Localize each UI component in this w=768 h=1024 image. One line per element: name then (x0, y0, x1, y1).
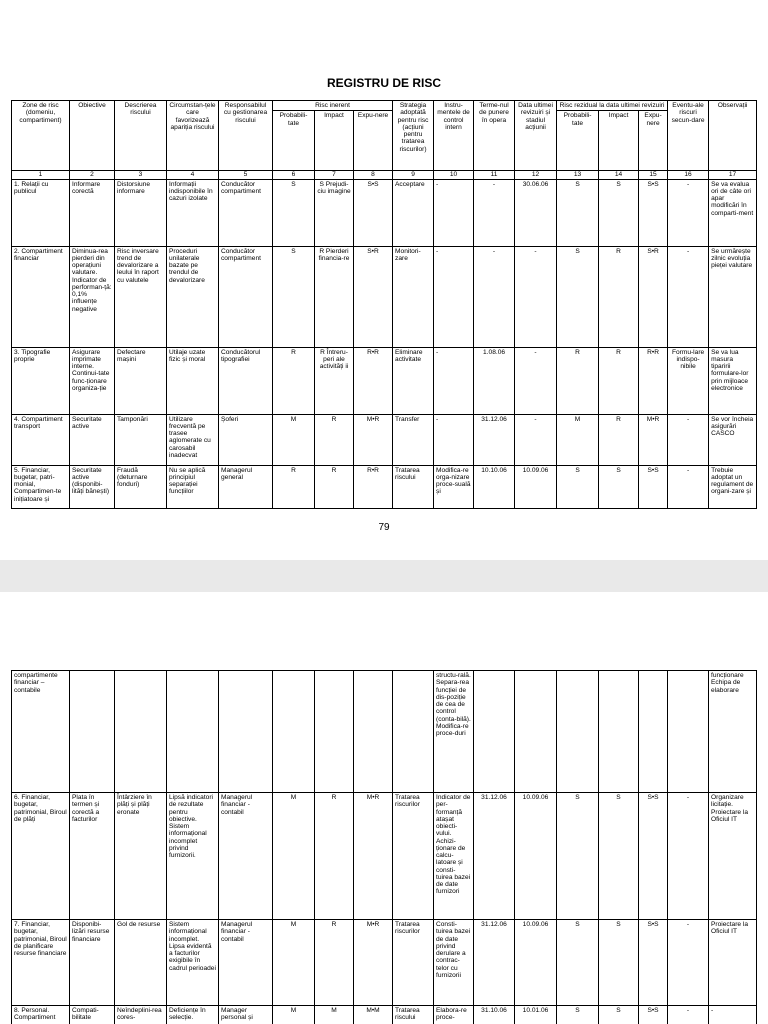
cell-responsible: Managerul financiar - contabil (219, 793, 273, 920)
cell-control-tools: - (434, 179, 474, 246)
cell-observations: funcționare Echipa de elaborare (709, 671, 757, 793)
cell-objectives: Asigurare imprimate interne. Continui-tate func-ționare organiza-ție (70, 347, 115, 414)
cell-objectives: Securitate active (disponibi-lități bănești) (70, 465, 115, 508)
cell-secondary-risks: - (668, 179, 709, 246)
cell-deadline: 1.08.06 (474, 347, 515, 414)
cell-residual-exposure: S•S (639, 465, 668, 508)
cell-circumstances: Deficiențe în selecție. (167, 1006, 219, 1024)
column-number-10: 10 (434, 171, 474, 179)
cell-responsible (219, 671, 273, 793)
cell-residual-probability: R (557, 347, 599, 414)
cell-residual-probability: S (557, 246, 599, 347)
header-strategy: Strategia adoptată pentru risc (acțiuni pentru tratarea riscurilor) (393, 101, 434, 171)
column-number-2: 2 (70, 171, 115, 179)
column-number-3: 3 (115, 171, 167, 179)
cell-inherent-probability: S (273, 179, 315, 246)
column-number-5: 5 (219, 171, 273, 179)
cell-residual-impact: S (599, 179, 639, 246)
cell-description: Distorsiune informare (115, 179, 167, 246)
cell-circumstances: Utilaje uzate fizic și moral (167, 347, 219, 414)
table-row (12, 793, 757, 920)
risk-register-table-continued (11, 670, 757, 1024)
column-number-16: 16 (668, 171, 709, 179)
cell-inherent-exposure: M•R (354, 920, 393, 1006)
cell-observations: Se va evalua ori de câte ori apar modificări în comparti-ment (709, 179, 757, 246)
cell-secondary-risks: Formu-lare indispo-nibile (668, 347, 709, 414)
cell-deadline: 31.10.06 (474, 1006, 515, 1024)
header-inherent-impact: Impact (315, 111, 354, 171)
cell-circumstances (167, 671, 219, 793)
column-number-12: 12 (515, 171, 557, 179)
cell-residual-impact: S (599, 465, 639, 508)
header-last-review: Data ultimei revizuiri și stadiul acțiunii (515, 101, 557, 171)
cell-last-review: 10.09.06 (515, 465, 557, 508)
cell-deadline (474, 671, 515, 793)
cell-inherent-impact: R Întreru-peri ale activități ii (315, 347, 354, 414)
column-number-6: 6 (273, 171, 315, 179)
cell-inherent-impact: R Pierderi financia-re (315, 246, 354, 347)
cell-secondary-risks: - (668, 793, 709, 920)
table-row (12, 414, 757, 465)
cell-inherent-probability: R (273, 465, 315, 508)
cell-description (115, 671, 167, 793)
cell-residual-exposure: S•S (639, 179, 668, 246)
cell-residual-probability: S (557, 465, 599, 508)
cell-observations: - (709, 1006, 757, 1024)
cell-observations: Trebuie adoptat un regulament de organi-zare și (709, 465, 757, 508)
cell-last-review: - (515, 246, 557, 347)
table-row (12, 246, 757, 347)
cell-zone: 3. Tipografie proprie (12, 347, 70, 414)
cell-control-tools: Elabora-re proce- (434, 1006, 474, 1024)
column-number-13: 13 (557, 171, 599, 179)
table-row (12, 671, 757, 793)
cell-inherent-impact: R (315, 920, 354, 1006)
header-residual-exposure: Expu-nere (639, 111, 668, 171)
cell-circumstances: Nu se aplică principiul separației funcțiilor (167, 465, 219, 508)
cell-objectives: Disponibi-lizări resurse financiare (70, 920, 115, 1006)
cell-residual-probability: M (557, 414, 599, 465)
cell-inherent-exposure: M•R (354, 414, 393, 465)
table-row (12, 347, 757, 414)
cell-responsible: Managerul financiar - contabil (219, 920, 273, 1006)
cell-description: Tamponări (115, 414, 167, 465)
cell-residual-impact: R (599, 347, 639, 414)
table-row (12, 465, 757, 508)
cell-residual-exposure: M•R (639, 414, 668, 465)
cell-strategy: Tratarea riscului (393, 465, 434, 508)
page-title: REGISTRU DE RISC (326, 76, 441, 90)
column-number-14: 14 (599, 171, 639, 179)
header-secondary-risks: Eventu-ale riscuri secun-dare (668, 101, 709, 171)
cell-deadline: 31.12.06 (474, 793, 515, 920)
cell-control-tools: - (434, 414, 474, 465)
cell-zone: 2. Compartiment financiar (12, 246, 70, 347)
header-circumstances: Circumstan-țele care favorizează apariția riscului (167, 101, 219, 171)
column-number-8: 8 (354, 171, 393, 179)
header-inherent-probability: Probabili-tate (273, 111, 315, 171)
cell-zone: 7. Financiar, bugetar, patrimonial, Biroul de planificare resurse financiare (12, 920, 70, 1006)
cell-observations: Proiectare la Oficiul IT (709, 920, 757, 1006)
table-row (12, 1006, 757, 1024)
cell-inherent-impact: R (315, 414, 354, 465)
column-number-17: 17 (709, 171, 757, 179)
header-control-tools: Instru-mentele de control intern (434, 101, 474, 171)
cell-responsible: Manager personal și (219, 1006, 273, 1024)
cell-residual-exposure: S•S (639, 920, 668, 1006)
cell-residual-impact: S (599, 1006, 639, 1024)
cell-inherent-exposure (354, 671, 393, 793)
cell-inherent-probability (273, 671, 315, 793)
cell-residual-exposure: S•R (639, 246, 668, 347)
cell-last-review: - (515, 414, 557, 465)
column-number-7: 7 (315, 171, 354, 179)
header-residual-probability: Probabili-tate (557, 111, 599, 171)
column-number-4: 4 (167, 171, 219, 179)
cell-inherent-impact: M (315, 1006, 354, 1024)
cell-residual-exposure: S•S (639, 793, 668, 920)
cell-secondary-risks: - (668, 414, 709, 465)
cell-objectives: Plata în termen și corectă a facturilor (70, 793, 115, 920)
cell-last-review: 10.09.06 (515, 920, 557, 1006)
header-inherent-exposure: Expu-nere (354, 111, 393, 171)
cell-description: Fraudă (deturnare fonduri) (115, 465, 167, 508)
cell-inherent-exposure: M•R (354, 793, 393, 920)
cell-deadline: - (474, 246, 515, 347)
cell-residual-impact (599, 671, 639, 793)
cell-observations: Se va lua masura tiparirii formulare-lor prin mijloace electronice (709, 347, 757, 414)
header-residual-risk: Risc rezidual la data ultimei revizuiri (557, 101, 668, 111)
cell-inherent-exposure: S•S (354, 179, 393, 246)
cell-residual-impact: R (599, 246, 639, 347)
column-number-11: 11 (474, 171, 515, 179)
header-observations: Observații (709, 101, 757, 171)
cell-residual-probability: S (557, 1006, 599, 1024)
cell-objectives: Diminua-rea pierderi din operațiuni valutare. Indicator de performan-ță: 0,1% influențe negative (70, 246, 115, 347)
cell-residual-probability (557, 671, 599, 793)
cell-inherent-probability: M (273, 1006, 315, 1024)
cell-secondary-risks (668, 671, 709, 793)
page-number: 79 (378, 522, 390, 533)
cell-inherent-exposure: R•R (354, 347, 393, 414)
cell-inherent-probability: M (273, 793, 315, 920)
cell-circumstances: Utilizare frecventă pe trasee aglomerate cu carosabil inadecvat (167, 414, 219, 465)
cell-residual-probability: S (557, 179, 599, 246)
column-number-1: 1 (12, 171, 70, 179)
cell-strategy: Acceptare (393, 179, 434, 246)
cell-secondary-risks: - (668, 920, 709, 1006)
cell-zone: compartimente financiar – contabile (12, 671, 70, 793)
cell-control-tools: - (434, 246, 474, 347)
cell-description: Neîndeplini-rea cores- (115, 1006, 167, 1024)
cell-strategy: Transfer (393, 414, 434, 465)
header-risk-description: Descrierea riscului (115, 101, 167, 171)
cell-deadline: 31.12.06 (474, 920, 515, 1006)
cell-responsible: Conducătorul tipografiei (219, 347, 273, 414)
cell-strategy: Monitori-zare (393, 246, 434, 347)
cell-secondary-risks: - (668, 1006, 709, 1024)
cell-residual-exposure (639, 671, 668, 793)
column-number-15: 15 (639, 171, 668, 179)
cell-control-tools: Modifica-re orga-nizare proce-suală și (434, 465, 474, 508)
cell-circumstances: Proceduri unilaterale bazate pe trendul de devalorizare (167, 246, 219, 347)
cell-strategy: Tratarea riscului (393, 1006, 434, 1024)
cell-secondary-risks: - (668, 246, 709, 347)
cell-residual-probability: S (557, 793, 599, 920)
cell-inherent-exposure: M•M (354, 1006, 393, 1024)
cell-residual-impact: S (599, 793, 639, 920)
cell-responsible: Conducător compartiment (219, 246, 273, 347)
cell-description: Risc inversare trend de devalorizare a leului în raport cu valutele (115, 246, 167, 347)
cell-observations: Organizare licitație. Proiectare la Oficiul IT (709, 793, 757, 920)
cell-inherent-impact: R (315, 793, 354, 920)
cell-residual-probability: S (557, 920, 599, 1006)
cell-objectives: Informare corectă (70, 179, 115, 246)
cell-last-review: 10.09.06 (515, 793, 557, 920)
cell-zone: 5. Financiar, bugetar, patri-monial, Compartimen-te inițiatoare și (12, 465, 70, 508)
cell-circumstances: Lipsă indicatori de rezultate pentru obiective. Sistem informațional incomplet privind furnizorii. (167, 793, 219, 920)
cell-zone: 1. Relații cu publicul (12, 179, 70, 246)
table-row (12, 920, 757, 1006)
cell-control-tools: structu-rală. Separa-rea funcției de dis-poziție de cea de control (conta-bilă). Modifica-re proce-duri (434, 671, 474, 793)
risk-register-table (11, 100, 757, 509)
header-responsible: Responsabilul cu gestionarea riscului (219, 101, 273, 171)
header-deadline: Terme-nul de punere în opera (474, 101, 515, 171)
cell-inherent-exposure: R•R (354, 465, 393, 508)
cell-inherent-impact (315, 671, 354, 793)
cell-deadline: - (474, 179, 515, 246)
cell-inherent-probability: M (273, 920, 315, 1006)
cell-residual-exposure: R•R (639, 347, 668, 414)
cell-zone: 8. Personal. Compartiment (12, 1006, 70, 1024)
cell-objectives (70, 671, 115, 793)
header-risk-zone: Zone de risc (domeniu, compartiment) (12, 101, 70, 171)
cell-control-tools: Consti-tuirea bazei de date privind derulare a contrac-telor cu furnizorii (434, 920, 474, 1006)
cell-inherent-impact: S Prejudi-ciu imagine (315, 179, 354, 246)
cell-inherent-probability: M (273, 414, 315, 465)
cell-strategy: Tratarea riscurilor (393, 793, 434, 920)
cell-residual-impact: S (599, 920, 639, 1006)
cell-residual-exposure: S•S (639, 1006, 668, 1024)
cell-residual-impact: R (599, 414, 639, 465)
cell-control-tools: Indicator de per-formanță atașat obiecti-vului. Achizi-ționare de calcu-latoare și consti-tuirea bazei de date furnizori (434, 793, 474, 920)
cell-objectives: Securitate active (70, 414, 115, 465)
cell-responsible: Șoferi (219, 414, 273, 465)
header-objectives: Obiective (70, 101, 115, 171)
cell-deadline: 10.10.06 (474, 465, 515, 508)
cell-control-tools: - (434, 347, 474, 414)
cell-description: Gol de resurse (115, 920, 167, 1006)
cell-description: Defectare mașini (115, 347, 167, 414)
cell-zone: 6. Financiar, bugetar, patrimonial, Biroul de plăți (12, 793, 70, 920)
cell-inherent-probability: S (273, 246, 315, 347)
cell-strategy: Eliminare activitate (393, 347, 434, 414)
cell-circumstances: Sistem informațional incomplet. Lipsa evidentă a facturilor exigibile în cadrul perioadei (167, 920, 219, 1006)
cell-objectives: Compati-bilitate (70, 1006, 115, 1024)
cell-description: Întârziere în plăți și plăți eronate (115, 793, 167, 920)
cell-inherent-probability: R (273, 347, 315, 414)
cell-last-review: 10.01.06 (515, 1006, 557, 1024)
cell-circumstances: Informații indisponibile în cazuri izolate (167, 179, 219, 246)
column-number-9: 9 (393, 171, 434, 179)
cell-secondary-risks: - (668, 465, 709, 508)
cell-inherent-exposure: S•R (354, 246, 393, 347)
column-number-row (12, 171, 757, 179)
cell-strategy: Tratarea riscurilor (393, 920, 434, 1006)
cell-observations: Se urmărește zilnic evoluția pieței valutare (709, 246, 757, 347)
document-page-2 (0, 592, 768, 1024)
cell-observations: Se vor încheia asigurări CASCO (709, 414, 757, 465)
cell-last-review: 30.06.06 (515, 179, 557, 246)
header-inherent-risk: Risc inerent (273, 101, 393, 111)
cell-strategy (393, 671, 434, 793)
table-row (12, 179, 757, 246)
cell-last-review: - (515, 347, 557, 414)
cell-responsible: Managerul general (219, 465, 273, 508)
cell-responsible: Conducător compartiment (219, 179, 273, 246)
cell-zone: 4. Compartiment transport (12, 414, 70, 465)
header-residual-impact: Impact (599, 111, 639, 171)
cell-deadline: 31.12.06 (474, 414, 515, 465)
cell-last-review (515, 671, 557, 793)
cell-inherent-impact: R (315, 465, 354, 508)
